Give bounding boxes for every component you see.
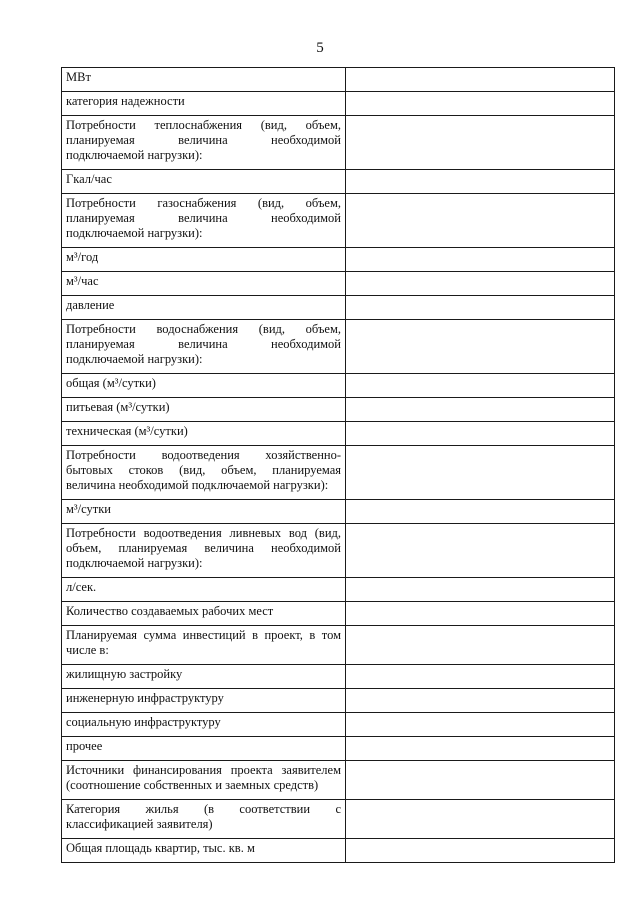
table-row (62, 602, 615, 626)
row-value-cell (346, 116, 615, 170)
table-row (62, 374, 615, 398)
row-label: Количество создаваемых рабочих мест (62, 602, 346, 626)
row-value-cell (346, 602, 615, 626)
row-value-cell (346, 446, 615, 500)
row-label: Потребности водоснабжения (вид, объем, планируемая величина необходимой подключаемой нагрузки): (62, 320, 346, 374)
row-label: м³/час (62, 272, 346, 296)
row-label: Общая площадь квартир, тыс. кв. м (62, 839, 346, 863)
form-table-body (62, 68, 615, 863)
row-label: Категория жилья (в соответствии с классификацией заявителя) (62, 800, 346, 839)
row-label: инженерную инфраструктуру (62, 689, 346, 713)
table-row (62, 296, 615, 320)
table-row (62, 446, 615, 500)
page-number: 5 (316, 40, 324, 56)
row-value-cell (346, 524, 615, 578)
row-value-cell (346, 92, 615, 116)
row-value-cell (346, 500, 615, 524)
row-value-cell (346, 689, 615, 713)
table-row (62, 398, 615, 422)
application-form-table (61, 67, 615, 863)
row-value-cell (346, 578, 615, 602)
row-value-cell (346, 761, 615, 800)
row-label: техническая (м³/сутки) (62, 422, 346, 446)
table-row (62, 248, 615, 272)
row-label: социальную инфраструктуру (62, 713, 346, 737)
row-value-cell (346, 713, 615, 737)
row-label: питьевая (м³/сутки) (62, 398, 346, 422)
row-value-cell (346, 194, 615, 248)
table-row (62, 761, 615, 800)
row-label: Гкал/час (62, 170, 346, 194)
table-row (62, 320, 615, 374)
row-label: Источники финансирования проекта заявителем (соотношение собственных и заемных средств) (62, 761, 346, 800)
table-row (62, 422, 615, 446)
row-value-cell (346, 398, 615, 422)
row-value-cell (346, 68, 615, 92)
row-label: Потребности теплоснабжения (вид, объем, планируемая величина необходимой подключаемой нагрузки): (62, 116, 346, 170)
row-label: давление (62, 296, 346, 320)
row-value-cell (346, 737, 615, 761)
row-label: Потребности газоснабжения (вид, объем, планируемая величина необходимой подключаемой нагрузки): (62, 194, 346, 248)
table-row (62, 68, 615, 92)
row-value-cell (346, 170, 615, 194)
table-row (62, 272, 615, 296)
table-row (62, 170, 615, 194)
row-value-cell (346, 272, 615, 296)
table-row (62, 800, 615, 839)
table-row (62, 92, 615, 116)
row-value-cell (346, 248, 615, 272)
row-value-cell (346, 800, 615, 839)
row-value-cell (346, 320, 615, 374)
row-value-cell (346, 839, 615, 863)
row-label: м³/год (62, 248, 346, 272)
row-label: категория надежности (62, 92, 346, 116)
row-value-cell (346, 296, 615, 320)
row-label: Потребности водоотведения ливневых вод (вид, объем, планируемая величина необходимой подключаемой нагрузки): (62, 524, 346, 578)
row-value-cell (346, 374, 615, 398)
row-label: МВт (62, 68, 346, 92)
row-label: общая (м³/сутки) (62, 374, 346, 398)
table-row (62, 500, 615, 524)
row-value-cell (346, 626, 615, 665)
table-row (62, 737, 615, 761)
table-row (62, 116, 615, 170)
table-row (62, 626, 615, 665)
table-row (62, 578, 615, 602)
row-label: л/сек. (62, 578, 346, 602)
table-row (62, 194, 615, 248)
table-row (62, 689, 615, 713)
table-row (62, 665, 615, 689)
row-value-cell (346, 665, 615, 689)
row-label: м³/сутки (62, 500, 346, 524)
row-label: Планируемая сумма инвестиций в проект, в том числе в: (62, 626, 346, 665)
table-row (62, 713, 615, 737)
row-value-cell (346, 422, 615, 446)
row-label: Потребности водоотведения хозяйственно-бытовых стоков (вид, объем, планируемая величина необходимой подключаемой нагрузки): (62, 446, 346, 500)
row-label: прочее (62, 737, 346, 761)
table-row (62, 524, 615, 578)
row-label: жилищную застройку (62, 665, 346, 689)
table-row (62, 839, 615, 863)
